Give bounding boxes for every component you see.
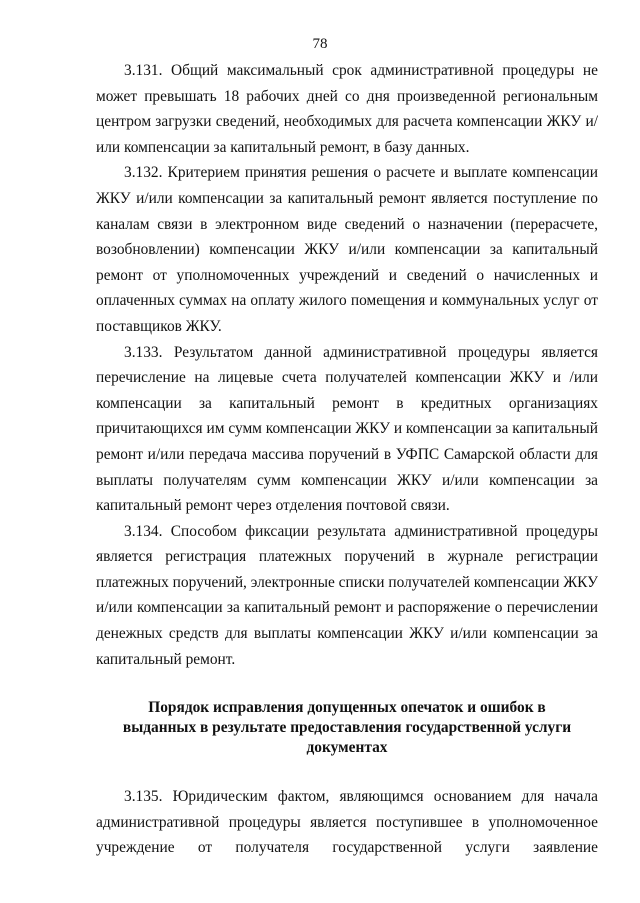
document-body — [96, 58, 598, 861]
paragraph-3-131: 3.131. Общий максимальный срок административной процедуры не может превышать 18 рабочих дней со дня произведенной региональным центром загрузки сведений, необходимых для расчета компенсации ЖКУ и/или компенсации за капитальный ремонт, в базу данных. — [96, 62, 598, 156]
page-number: 78 — [312, 36, 328, 52]
section-heading-line-2: выданных в результате предоставления государственной услуги — [122, 719, 572, 737]
paragraph-3-132: 3.132. Критерием принятия решения о расчете и выплате компенсации ЖКУ и/или компенсации за капитальный ремонт является поступление по каналам связи в электронном виде сведений о назначении (перерасчете, возобновлении) компенсации ЖКУ и/или компенсации за капитальный ремонт от уполномоченных учреждений и сведений о начисленных и оплаченных суммах на оплату жилого помещения и коммунальных услуг от поставщиков ЖКУ. — [96, 164, 598, 335]
section-heading — [96, 698, 598, 758]
paragraph-3-133: 3.133. Результатом данной административной процедуры является перечисление на лицевые счета получателей компенсации ЖКУ и /или компенсации за капитальный ремонт в кредитных организациях причитающихся им сумм компенсации ЖКУ и компенсации за капитальный ремонт и/или передача массива поручений в УФПС Самарской области для выплаты получателям сумм компенсации ЖКУ и/или компенсации за капитальный ремонт через отделения почтовой связи. — [96, 343, 598, 515]
section-heading-line-1: Порядок исправления допущенных опечаток и ошибок в — [148, 699, 546, 717]
section-heading-line-3: документах — [306, 739, 388, 757]
paragraph-3-135: 3.135. Юридическим фактом, являющимся основанием для начала административной процедуры является поступившее в уполномоченное учреждение от получателя государственной услуги заявление — [96, 788, 598, 857]
paragraph-3-134: 3.134. Способом фиксации результата административной процедуры является регистрация платежных поручений в журнале регистрации платежных поручений, электронные списки получателей компенсации ЖКУ и/или компенсации за капитальный ремонт и распоряжение о перечислении денежных средств для выплаты компенсации ЖКУ и/или компенсации за капитальный ремонт. — [96, 522, 598, 668]
